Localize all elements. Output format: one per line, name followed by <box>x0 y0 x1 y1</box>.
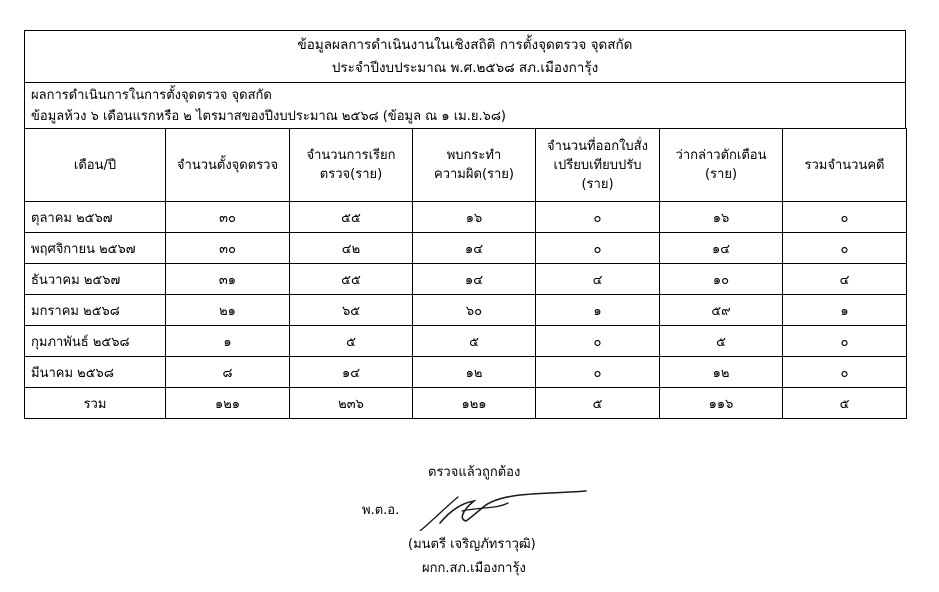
value-cell: ๑๔ <box>413 264 536 295</box>
value-cell: ๓๐ <box>166 202 290 233</box>
statistics-table <box>24 128 907 419</box>
document-subtitle-line-2: ข้อมูลห้วง ๖ เดือนแรกหรือ ๒ ไตรมาสของปีงบประมาณ ๒๕๖๘ (ข้อมูล ณ ๑ เม.ย.๖๘) <box>31 109 506 124</box>
total-value-cell: ๒๓๖ <box>290 388 413 419</box>
value-cell: ๑ <box>166 326 290 357</box>
value-cell: ๕๕ <box>290 264 413 295</box>
value-cell: ๐ <box>536 233 660 264</box>
signer-rank: พ.ต.อ. <box>362 503 400 518</box>
value-cell: ๐ <box>783 233 907 264</box>
table-body <box>25 202 907 419</box>
column-header-text: เปรียบเทียบปรับ <box>553 157 642 173</box>
value-cell: ๑ <box>783 295 907 326</box>
total-value-cell: ๕ <box>783 388 907 419</box>
column-header-1 <box>166 129 290 202</box>
value-cell: ๔๒ <box>290 233 413 264</box>
value-cell: ๑๐ <box>660 264 783 295</box>
value-cell: ๘ <box>166 357 290 388</box>
document <box>24 30 906 419</box>
month-cell: ธันวาคม ๒๕๖๗ <box>25 264 166 295</box>
value-cell: ๓๐ <box>166 233 290 264</box>
signature-block <box>340 455 600 585</box>
column-header-text: จำนวนที่ออกใบสั่ง <box>547 138 648 154</box>
column-header-text: ตรวจ(ราย) <box>319 167 383 182</box>
value-cell: ๑๔ <box>413 233 536 264</box>
value-cell: ๑๒ <box>660 357 783 388</box>
month-cell: ตุลาคม ๒๕๖๗ <box>25 202 166 233</box>
value-cell: ๑๒ <box>413 357 536 388</box>
value-cell: ๑ <box>536 295 660 326</box>
column-header-text: เดือน/ปี <box>73 157 117 173</box>
value-cell: ๐ <box>783 357 907 388</box>
table-row <box>25 202 907 233</box>
table-row <box>25 295 907 326</box>
value-cell: ๑๖ <box>413 202 536 233</box>
value-cell: ๕๕ <box>290 202 413 233</box>
value-cell: ๓๑ <box>166 264 290 295</box>
month-cell: พฤศจิกายน ๒๕๖๗ <box>25 233 166 264</box>
value-cell: ๑๔ <box>290 357 413 388</box>
value-cell: ๑๔ <box>660 233 783 264</box>
column-header-2 <box>290 129 413 202</box>
value-cell: ๐ <box>536 326 660 357</box>
value-cell: ๖๐ <box>413 295 536 326</box>
total-value-cell: ๑๒๑ <box>166 388 290 419</box>
signer-position: ผกก.สภ.เมืองการุ้ง <box>422 561 526 576</box>
table-row <box>25 264 907 295</box>
value-cell: ๔ <box>536 264 660 295</box>
table-row <box>25 357 907 388</box>
column-header-0 <box>25 129 166 202</box>
column-header-text: (ราย) <box>581 176 614 192</box>
column-header-text: ว่ากล่าวตักเตือน <box>675 148 767 163</box>
month-cell: มกราคม ๒๕๖๘ <box>25 295 166 326</box>
column-header-text: จำนวนตั้งจุดตรวจ <box>176 157 279 173</box>
column-header-text: (ราย) <box>704 167 738 182</box>
value-cell: ๕๙ <box>660 295 783 326</box>
total-label-cell: รวม <box>25 388 166 419</box>
month-cell: กุมภาพันธ์ ๒๕๖๘ <box>25 326 166 357</box>
column-header-5 <box>660 129 783 202</box>
document-title-box <box>24 30 906 82</box>
column-header-text: รวมจำนวนคดี <box>804 157 885 173</box>
table-row <box>25 326 907 357</box>
table-header-row <box>25 129 907 202</box>
document-title-line-2: ประจำปีงบประมาณ พ.ศ.๒๕๖๘ สภ.เมืองการุ้ง <box>331 60 599 76</box>
column-header-text: ความผิด(ราย) <box>434 167 514 182</box>
value-cell: ๒๑ <box>166 295 290 326</box>
signer-name: (มนตรี เจริญภัทราวุฒิ) <box>408 537 536 552</box>
value-cell: ๐ <box>536 357 660 388</box>
document-subtitle-line-1: ผลการดำเนินการในการตั้งจุดตรวจ จุดสกัด <box>31 88 272 103</box>
value-cell: ๐ <box>783 326 907 357</box>
value-cell: ๕ <box>660 326 783 357</box>
total-row <box>25 388 907 419</box>
document-title-line-1: ข้อมูลผลการดำเนินงานในเชิงสถิติ การตั้งจุดตรวจ จุดสกัด <box>297 37 633 53</box>
value-cell: ๔ <box>783 264 907 295</box>
column-header-3 <box>413 129 536 202</box>
value-cell: ๐ <box>536 202 660 233</box>
column-header-6 <box>783 129 907 202</box>
value-cell: ๕ <box>413 326 536 357</box>
value-cell: ๖๕ <box>290 295 413 326</box>
total-value-cell: ๑๒๑ <box>413 388 536 419</box>
handwritten-signature <box>400 481 590 531</box>
value-cell: ๕ <box>290 326 413 357</box>
total-value-cell: ๑๑๖ <box>660 388 783 419</box>
total-value-cell: ๕ <box>536 388 660 419</box>
value-cell: ๑๖ <box>660 202 783 233</box>
verified-text: ตรวจแล้วถูกต้อง <box>428 465 521 480</box>
column-header-text: จำนวนการเรียก <box>306 148 396 163</box>
column-header-text: พบกระทำ <box>446 148 502 163</box>
document-subtitle-box <box>24 82 906 128</box>
column-header-4 <box>536 129 660 202</box>
table-row <box>25 233 907 264</box>
month-cell: มีนาคม ๒๕๖๘ <box>25 357 166 388</box>
value-cell: ๐ <box>783 202 907 233</box>
